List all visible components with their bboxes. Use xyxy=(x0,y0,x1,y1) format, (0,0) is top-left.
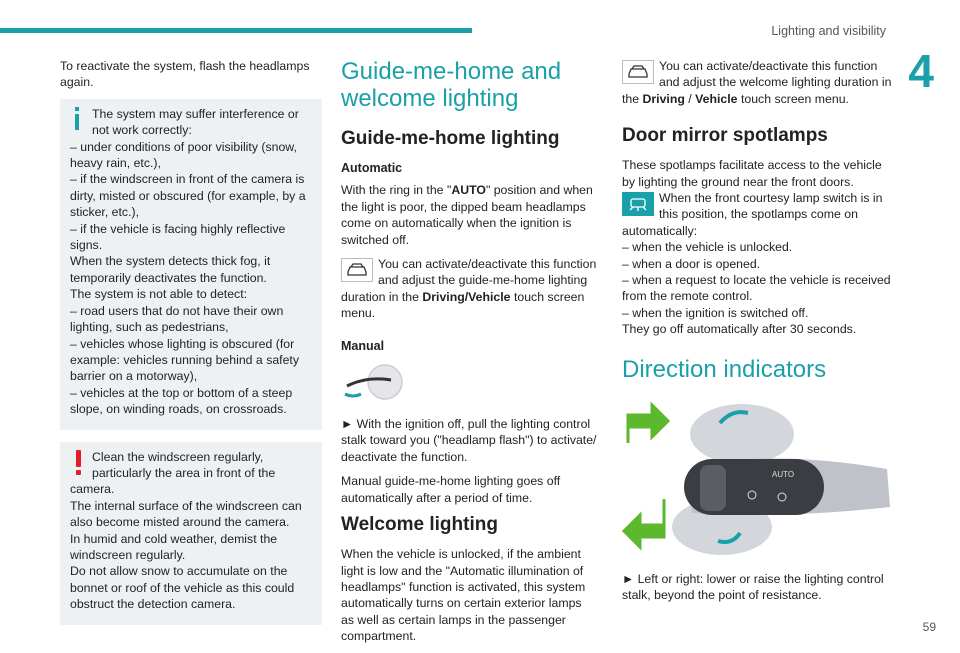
gmh-touchscreen-text: You can activate/deactivate this function and adjust the guide-me-home lighting duration in the Driving/Vehicle touch screen menu. xyxy=(341,257,597,321)
guide-me-home-welcome-title: Guide-me-home and welcome lighting xyxy=(341,58,562,112)
info-line: – vehicles whose lighting is obscured (for example: vehicles running behind a safety barrier on a motorway), xyxy=(70,336,299,384)
welcome-touchscreen-text: You can activate/deactivate this function and adjust the welcome lighting duration in the Driving / Vehicle touch screen menu. xyxy=(622,59,892,106)
info-icon xyxy=(70,106,90,134)
green-arrow-right-icon xyxy=(628,405,668,443)
spot-item: – when a door is opened. xyxy=(622,256,761,271)
warning-icon xyxy=(70,449,90,477)
warning-line: In humid and cold weather, demist the windscreen regularly. xyxy=(70,531,278,562)
info-line: The system may suffer interference or not work correctly: xyxy=(92,106,299,138)
manual-note: Manual guide-me-home lighting goes off automatically after a period of time. xyxy=(341,474,561,505)
page-number: 59 xyxy=(922,620,936,634)
car-icon xyxy=(622,60,654,84)
spotlamps-off-text: They go off automatically after 30 seconds. xyxy=(622,322,857,337)
guide-me-home-heading: Guide-me-home lighting xyxy=(341,128,560,149)
car-icon xyxy=(341,258,373,282)
info-line: – if the windscreen in front of the camera is dirty, misted or obscured (for example, by a sticker, etc.), xyxy=(70,172,306,220)
reactivate-text: To reactivate the system, flash the headlamps again. xyxy=(60,59,310,90)
direction-indicators-title: Direction indicators xyxy=(622,355,827,383)
welcome-text: When the vehicle is unlocked, if the ambient light is low and the "Automatic illumination of headlamps" function is activated, this system automatically turns on certain exterior lamps as well as certain lamps in the passenger compartment. xyxy=(341,547,586,644)
chapter-number: 4 xyxy=(908,45,934,97)
indicator-stalk-figure xyxy=(622,399,892,559)
info-line: – under conditions of poor visibility (snow, heavy rain, etc.), xyxy=(70,139,297,171)
warning-box xyxy=(60,442,322,625)
column-1 xyxy=(60,58,322,637)
warning-line: Do not allow snow to accumulate on the bonnet or roof of the vehicle as this could obstruct the detection camera. xyxy=(70,564,295,612)
info-line: When the system detects thick fog, it temporarily deactivates the function. xyxy=(70,254,271,285)
info-box xyxy=(60,99,322,430)
manual-heading: Manual xyxy=(341,338,385,353)
green-arrow-left-icon xyxy=(624,499,664,547)
warning-line: Clean the windscreen regularly, particularly the area in front of the camera. xyxy=(70,449,276,497)
column-2 xyxy=(341,58,597,653)
direction-step: ► Left or right: lower or raise the lighting control stalk, beyond the point of resistance. xyxy=(622,571,884,603)
automatic-heading: Automatic xyxy=(341,161,403,175)
stalk-auto-label: AUTO xyxy=(772,469,795,479)
header-accent-bar xyxy=(0,28,472,33)
welcome-heading: Welcome lighting xyxy=(341,514,498,536)
spot-item: – when a request to locate the vehicle is received from the remote control. xyxy=(622,273,891,304)
warning-line: The internal surface of the windscreen can also become misted around the camera. xyxy=(70,498,302,530)
spot-item: – when the vehicle is unlocked. xyxy=(622,240,793,255)
manual-step: ► With the ignition off, pull the lighting control stalk toward you ("headlamp flash") to activate/ deactivate the function. xyxy=(341,417,597,464)
spot-item: – when the ignition is switched off. xyxy=(622,305,809,320)
spotlamps-intro: These spotlamps facilitate access to the vehicle by lighting the ground near the front doors. xyxy=(622,158,882,189)
spotlamps-switch-text: When the front courtesy lamp switch is in this position, the spotlamps come on automatically: xyxy=(622,191,883,238)
section-title: Lighting and visibility xyxy=(771,24,886,38)
automatic-text: With the ring in the "AUTO" position and when the light is poor, the dipped beam headlamps come on automatically when the ignition is switched off. xyxy=(341,183,593,247)
info-line: – if the vehicle is facing highly reflective signs. xyxy=(70,221,286,253)
courtesy-lamp-switch-icon xyxy=(622,192,654,216)
info-line: The system is not able to detect: xyxy=(70,287,248,302)
info-line: – road users that do not have their own lighting, such as pedestrians, xyxy=(70,303,284,335)
column-3 xyxy=(622,58,892,612)
info-line: – vehicles at the top or bottom of a steep slope, on winding roads, on crossroads. xyxy=(70,385,293,417)
door-mirror-spotlamps-heading: Door mirror spotlamps xyxy=(622,125,828,147)
stalk-pull-icon xyxy=(341,360,403,404)
